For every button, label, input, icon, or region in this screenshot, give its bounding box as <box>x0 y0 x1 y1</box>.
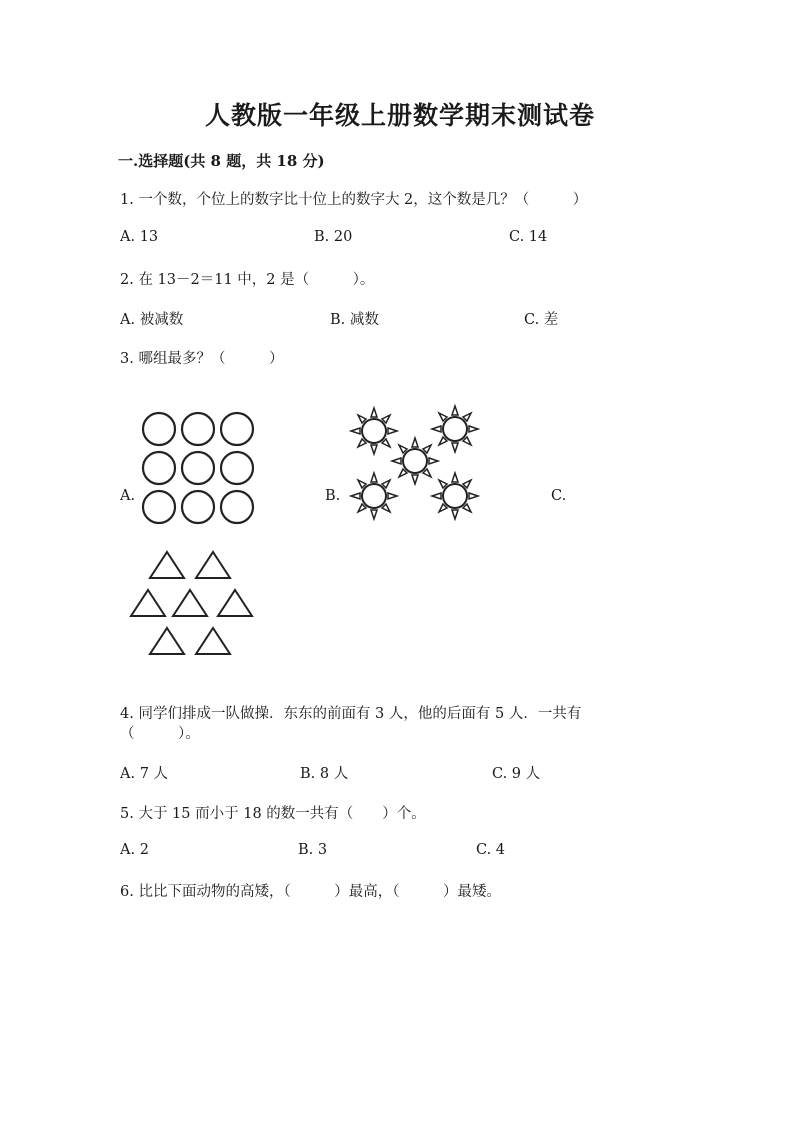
circles-group-illustration <box>140 410 260 526</box>
question-3-option-a: A. <box>120 488 136 504</box>
question-3-text: 3. 哪组最多？（ ） <box>120 351 284 367</box>
question-4-text-line2: （ ）。 <box>120 726 200 742</box>
triangles-group-illustration <box>128 548 258 660</box>
question-2-option-a: A. 被减数 <box>120 312 184 328</box>
question-2-option-b: B. 减数 <box>330 312 379 328</box>
question-1-text: 1. 一个数，个位上的数字比十位上的数字大 2，这个数是几？（ ） <box>120 192 588 208</box>
page-title: 人教版一年级上册数学期末测试卷 <box>204 101 595 130</box>
question-3-option-c: C. <box>551 488 567 504</box>
section-heading: 一.选择题(共 8 题，共 18 分) <box>118 152 325 170</box>
question-6-text: 6. 比比下面动物的高矮，（ ）最高，（ ）最矮。 <box>120 884 501 900</box>
question-1-option-a: A. 13 <box>120 229 159 245</box>
question-2-text: 2. 在 13－2＝11 中，2 是（ ）。 <box>120 272 375 288</box>
question-4-text: 4. 同学们排成一队做操．东东的前面有 3 人，他的后面有 5 人．一共有 <box>120 706 582 722</box>
question-1-option-c: C. 14 <box>509 229 548 245</box>
question-4-option-b: B. 8 人 <box>300 766 349 782</box>
question-4-option-a: A. 7 人 <box>120 766 169 782</box>
question-1-option-b: B. 20 <box>314 229 353 245</box>
question-5-option-a: A. 2 <box>120 842 149 858</box>
question-5-text: 5. 大于 15 而小于 18 的数一共有（ ）个。 <box>120 806 426 822</box>
question-2-option-c: C. 差 <box>524 312 559 328</box>
question-5-option-b: B. 3 <box>298 842 328 858</box>
question-5-option-c: C. 4 <box>476 842 506 858</box>
question-4-option-c: C. 9 人 <box>492 766 541 782</box>
question-3-option-b: B. <box>325 488 341 504</box>
suns-group-illustration <box>348 404 488 524</box>
